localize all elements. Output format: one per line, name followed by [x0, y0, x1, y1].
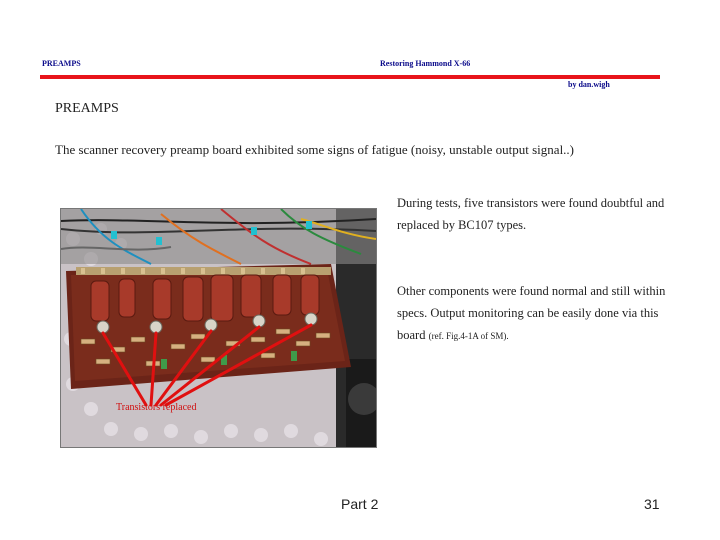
section-title: PREAMPS [55, 101, 119, 116]
paragraph-components-ref: (ref. Fig.4-1A of SM). [428, 331, 509, 341]
paragraph-transistors: During tests, five transistors were found doubtful and replaced by BC107 types. [397, 196, 665, 232]
preamp-board-photo [60, 208, 377, 448]
header-document-title: Restoring Hammond X-66 [380, 59, 471, 68]
page-number: 31 [644, 496, 660, 512]
footer-part-label: Part 2 [341, 496, 379, 512]
header-section-label: PREAMPS [42, 59, 81, 68]
photo-callout-label: Transistors replaced [116, 402, 197, 413]
paragraph-components [397, 280, 687, 347]
intro-text: The scanner recovery preamp board exhibited some signs of fatigue (noisy, unstable output signal..) [55, 142, 575, 157]
paragraph-components-main: Other components were found normal and still within specs. Output monitoring can be easily done via this board [397, 284, 666, 342]
header-byline: by dan.wigh [568, 80, 610, 89]
header-divider [40, 75, 660, 79]
